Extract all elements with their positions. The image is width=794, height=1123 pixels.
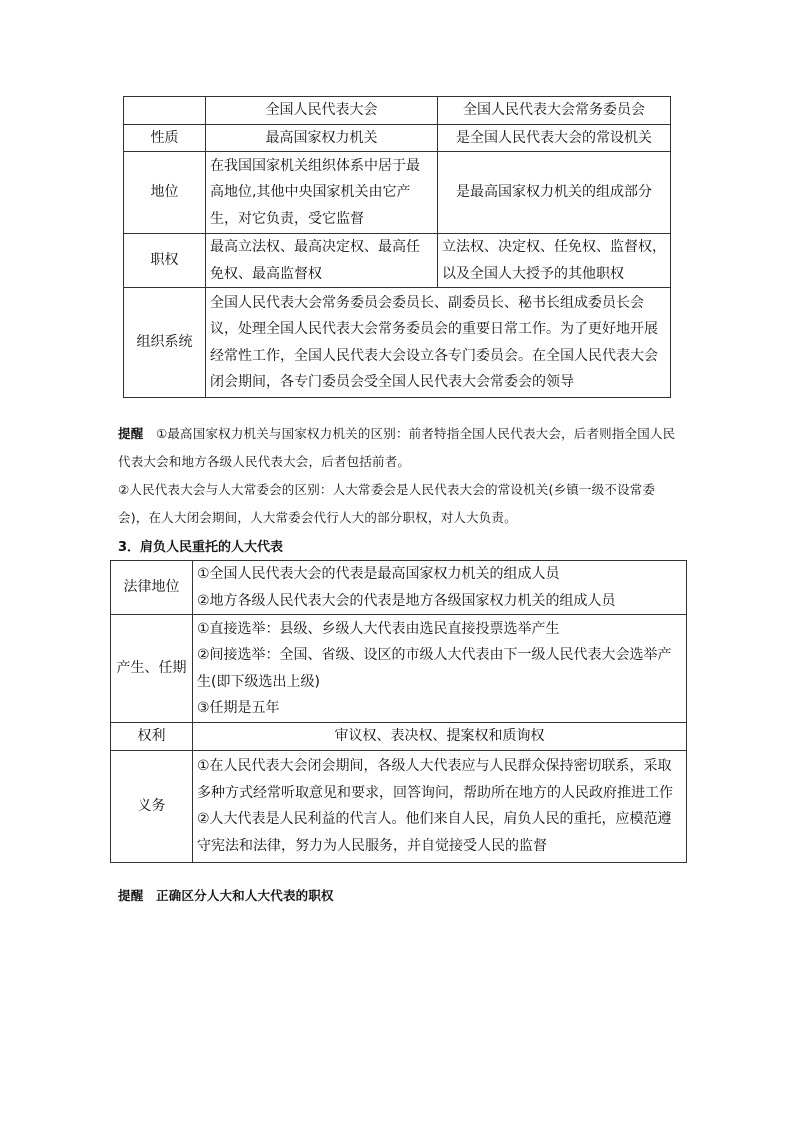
table-cell: 立法权、决定权、任免权、监督权，以及全国人大授予的其他职权	[438, 234, 671, 288]
table-cell: 在我国国家机关组织体系中居于最高地位,其他中央国家机关由它产生，对它负责，受它监督	[206, 152, 438, 234]
tip-block	[118, 420, 683, 532]
table-cell: 是全国人民代表大会的常设机关	[438, 124, 671, 152]
tip-text: ②人民代表大会与人大常委会的区别：人大常委会是人民代表大会的常设机关(乡镇一级不设常委会)，在人大闭会期间，人大常委会代行人大的部分职权，对人大负责。	[118, 482, 656, 525]
table-row	[124, 234, 671, 288]
table-cell: 是最高国家权力机关的组成部分	[438, 152, 671, 234]
table-row	[111, 615, 687, 723]
deputy-table	[110, 560, 687, 863]
list-item: ②地方各级人民代表大会的代表是地方各级国家权力机关的组成人员	[197, 592, 616, 609]
list-item: ①全国人民代表大会的代表是最高国家权力机关的组成人员	[197, 566, 560, 582]
tip-block	[118, 882, 334, 910]
table-cell	[193, 561, 687, 615]
table-row	[124, 124, 671, 152]
tip-label: 提醒	[118, 888, 144, 903]
table-cell-merged: 全国人民代表大会常务委员会委员长、副委员长、秘书长组成委员长会议，处理全国人民代表大会常务委员会的重要日常工作。为了更好地开展经常性工作，全国人民代表大会设立各专门委员会。在全国人民代表大会闭会期间，各专门委员会受全国人民代表大会常委会的领导	[206, 288, 671, 398]
section-heading: 3．肩负人民重托的人大代表	[118, 540, 284, 555]
npc-comparison-table	[123, 96, 671, 398]
tip-label: 提醒	[118, 426, 144, 441]
row-label: 权利	[111, 723, 193, 751]
list-item: ②人大代表是人民利益的代言人。他们来自人民，肩负人民的重托，应模范遵守宪法和法律，努力为人民服务，并自觉接受人民的监督	[197, 811, 672, 854]
row-label: 产生、任期	[111, 615, 193, 723]
row-label: 组织系统	[124, 288, 206, 398]
header-cell: 全国人民代表大会	[206, 97, 438, 125]
table-row	[124, 288, 671, 398]
header-cell-empty	[124, 97, 206, 125]
tip-text: ①最高国家权力机关与国家权力机关的区别：前者特指全国人民代表大会，后者则指全国人民代表大会和地方各级人民代表大会，后者包括前者。	[118, 426, 676, 469]
row-label: 性质	[124, 124, 206, 152]
list-item: ③任期是五年	[197, 700, 280, 716]
table-cell	[193, 750, 687, 862]
table-row	[111, 723, 687, 751]
table-cell: 最高立法权、最高决定权、最高任免权、最高监督权	[206, 234, 438, 288]
table-cell	[193, 615, 687, 723]
tip-line	[118, 426, 675, 469]
row-label: 地位	[124, 152, 206, 234]
table-row	[111, 750, 687, 862]
header-cell: 全国人民代表大会常务委员会	[438, 97, 671, 125]
list-item: ②间接选举：全国、省级、设区的市级人大代表由下一级人民代表大会选举产生(即下级选出上级)	[197, 647, 672, 690]
table-cell: 审议权、表决权、提案权和质询权	[193, 723, 687, 751]
table-row	[111, 561, 687, 615]
tip-text: 正确区分人大和人大代表的职权	[155, 888, 334, 903]
row-label: 职权	[124, 234, 206, 288]
row-label: 法律地位	[111, 561, 193, 615]
list-item: ①直接选举：县级、乡级人大代表由选民直接投票选举产生	[197, 620, 560, 637]
list-item: ①在人民代表大会闭会期间，各级人大代表应与人民群众保持密切联系，采取多种方式经常听取意见和要求，回答询问，帮助所在地方的人民政府推进工作	[197, 758, 673, 801]
table-header-row	[124, 97, 671, 125]
row-label: 义务	[111, 750, 193, 862]
table-row	[124, 152, 671, 234]
table-cell: 最高国家权力机关	[206, 124, 438, 152]
